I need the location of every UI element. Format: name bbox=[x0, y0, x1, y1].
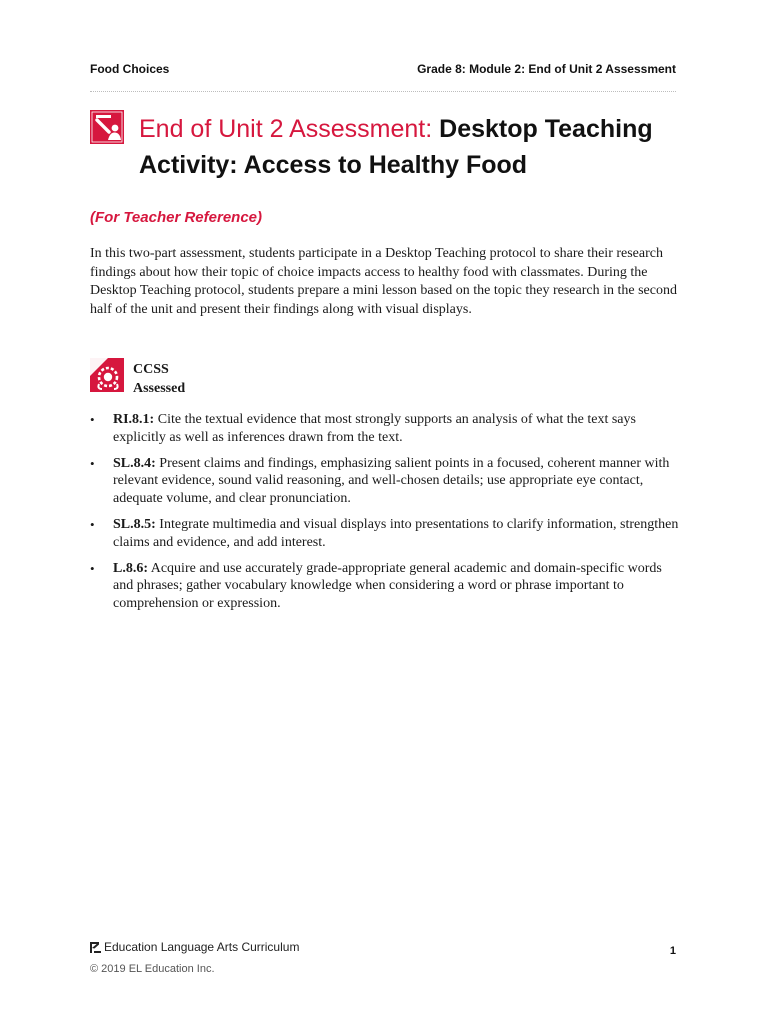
teacher-presenting-icon bbox=[90, 110, 124, 144]
ccss-assessed-label: CCSS Assessed bbox=[133, 362, 186, 396]
header-module-title: Food Choices bbox=[90, 62, 170, 76]
list-bullet: • bbox=[90, 560, 95, 576]
standard-text: Acquire and use accurately grade-appropriate general academic and domain-specific words and phrases; gather vocabulary knowledge when considering a word or phrase important to comprehension or expression. bbox=[113, 560, 662, 612]
page-header bbox=[90, 62, 676, 76]
title-assessment: End of Unit 2 Assessment: bbox=[139, 115, 440, 143]
list-bullet: • bbox=[90, 516, 95, 532]
standards-list bbox=[90, 411, 685, 621]
standard-code: RI.8.1: bbox=[113, 412, 155, 427]
footer-brand-text: Education Language Arts Curriculum bbox=[104, 940, 300, 954]
title-activity: Desktop Teaching Activity: Access to Healthy Food bbox=[139, 115, 653, 179]
header-divider bbox=[90, 91, 676, 92]
standard-text: Cite the textual evidence that most strongly supports an analysis of what the text says explicitly as well as inferences drawn from the text. bbox=[113, 412, 636, 445]
page-title bbox=[139, 111, 699, 183]
footer-brand bbox=[90, 940, 299, 954]
standards-seal-icon bbox=[90, 358, 124, 392]
header-unit-info: Grade 8: Module 2: End of Unit 2 Assessment bbox=[417, 62, 676, 76]
standard-text: Integrate multimedia and visual displays into presentations to clarify information, strengthen claims and evidence, and add interest. bbox=[113, 516, 679, 550]
standard-code: SL.8.4: bbox=[113, 455, 156, 471]
list-item bbox=[90, 411, 685, 447]
list-item bbox=[90, 560, 685, 613]
standard-code: SL.8.5: bbox=[113, 516, 156, 532]
teacher-reference-subtitle: (For Teacher Reference) bbox=[90, 209, 263, 226]
standard-code: L.8.6: bbox=[113, 560, 148, 576]
footer-copyright: © 2019 EL Education Inc. bbox=[90, 963, 215, 975]
list-bullet: • bbox=[90, 412, 95, 427]
list-bullet: • bbox=[90, 455, 95, 471]
page-number: 1 bbox=[669, 945, 676, 957]
intro-paragraph: In this two-part assessment, students participate in a Desktop Teaching protocol to share their research findings about how their topic of choice impacts access to healthy food with classmates. During the Desktop Teaching protocol, students prepare a mini lesson based on the topic they research in the second half of the unit and present their findings along with visual displays. bbox=[90, 246, 677, 317]
standard-text: Present claims and findings, emphasizing salient points in a focused, coherent manner with relevant evidence, sound valid reasoning, and well-chosen details; use appropriate eye contact, adequate volume, and clear pronunciation. bbox=[113, 455, 670, 507]
el-logo-icon bbox=[90, 942, 101, 953]
list-item bbox=[90, 455, 685, 508]
list-item bbox=[90, 516, 685, 552]
